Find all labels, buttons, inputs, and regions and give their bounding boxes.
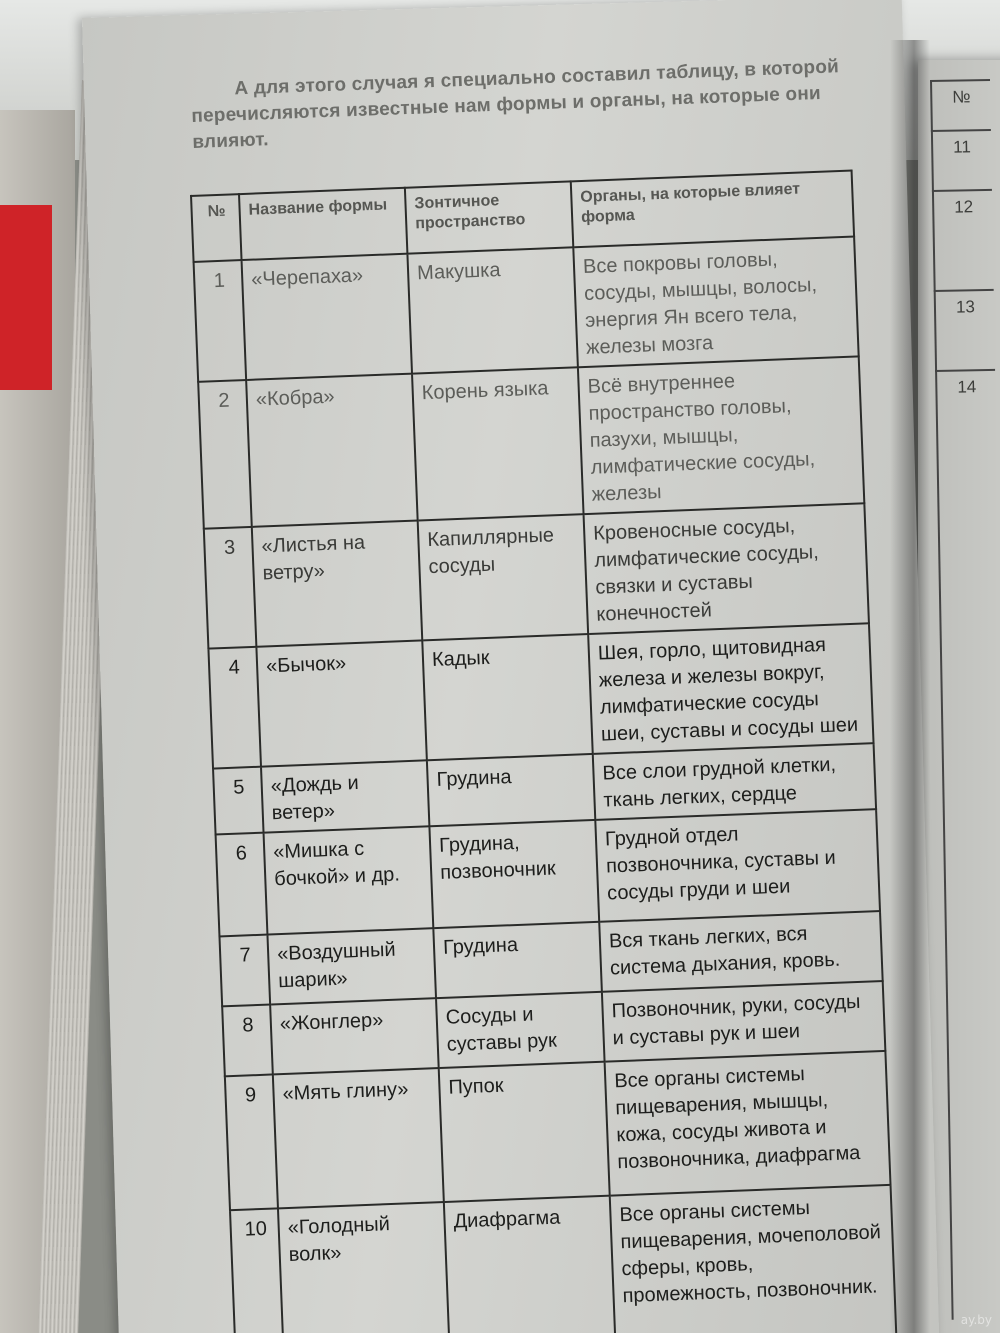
row-num: 7	[219, 935, 270, 1007]
row-name: «Черепаха»	[242, 254, 412, 380]
table-row	[225, 1051, 891, 1210]
forms-table	[190, 170, 897, 1333]
book-gutter-shadow	[890, 40, 930, 1333]
row-organs: Все покровы головы, сосуды, мышцы, волосы, энергия Ян всего тела, железы мозга	[573, 237, 858, 368]
row-zone: Диафрагма	[444, 1196, 616, 1333]
row-organs: Вся ткань легких, вся система дыхания, кровь.	[599, 911, 882, 992]
right-row-num: 11	[931, 129, 991, 158]
row-num: 2	[198, 380, 252, 529]
row-zone: Грудина	[427, 754, 595, 826]
row-organs: Кровеносные сосуды, лимфатические сосуды, связки и суставы конечностей	[584, 503, 869, 634]
right-header-num: №	[930, 79, 991, 140]
header-name: Название формы	[239, 188, 407, 260]
row-name: «Кобра»	[246, 374, 418, 527]
row-zone: Сосуды и суставы рук	[436, 992, 605, 1068]
row-name: «Мишка с бочкой» и др.	[264, 826, 434, 934]
row-zone: Капиллярные сосуды	[418, 514, 588, 640]
row-zone: Кадык	[422, 634, 592, 760]
row-name: «Мять глину»	[273, 1068, 444, 1208]
header-num: №	[191, 194, 241, 262]
row-zone: Грудина, позвоночник	[429, 820, 599, 928]
row-num: 4	[208, 647, 261, 769]
row-num: 5	[213, 767, 263, 835]
row-zone: Пупок	[439, 1062, 610, 1202]
right-row-num: 14	[935, 369, 995, 398]
row-num: 10	[230, 1208, 284, 1333]
row-num: 6	[216, 833, 268, 937]
row-name: «Жонглер»	[270, 998, 439, 1074]
red-cover-stripe	[0, 205, 52, 390]
row-num: 3	[204, 527, 257, 649]
row-name: «Листья на ветру»	[252, 521, 422, 647]
row-name: «Голодный волк»	[278, 1202, 450, 1333]
right-row-num: 12	[932, 189, 992, 218]
row-organs: Позвоночник, руки, сосуды и суставы рук и шеи	[602, 981, 885, 1062]
watermark-text: ay.by	[960, 1313, 992, 1327]
row-zone: Грудина	[433, 922, 602, 998]
row-zone: Корень языка	[412, 367, 584, 520]
row-name: «Бычок»	[256, 640, 426, 766]
row-organs: Все органы системы пищеварения, мочеполовой сферы, кровь, промежность, позвоночник.	[610, 1185, 897, 1333]
row-name: «Воздушный шарик»	[267, 928, 436, 1004]
header-organs: Органы, на которые влияет форма	[571, 171, 854, 248]
row-num: 8	[222, 1005, 273, 1077]
row-zone: Макушка	[407, 247, 577, 373]
row-organs: Все слои грудной клетки, ткань легких, сердце	[593, 743, 876, 820]
row-num: 1	[194, 260, 247, 382]
row-organs: Всё внутреннее пространство головы, пазухи, мышцы, лимфатические сосуды, железы	[578, 356, 864, 514]
right-row-num: 13	[934, 289, 994, 318]
row-num: 9	[225, 1074, 278, 1210]
table-row	[230, 1185, 896, 1333]
row-name: «Дождь и ветер»	[261, 760, 429, 832]
header-zone: Зонтичное пространство	[405, 181, 573, 253]
row-organs: Грудной отдел позвоночника, суставы и сосуды груди и шеи	[595, 809, 880, 922]
row-organs: Шея, горло, щитовидная железа и железы вокруг, лимфатические сосуды шеи, суставы и сосуды шеи	[588, 623, 873, 754]
intro-paragraph: А для этого случая я специально составил таблицу, в которой перечисляются известные нам формы и органы, на которые они влияют.	[191, 56, 840, 153]
row-organs: Все органы системы пищеварения, мышцы, кожа, сосуды живота и позвоночника, диафрагма	[605, 1051, 891, 1196]
table-row	[198, 356, 864, 528]
